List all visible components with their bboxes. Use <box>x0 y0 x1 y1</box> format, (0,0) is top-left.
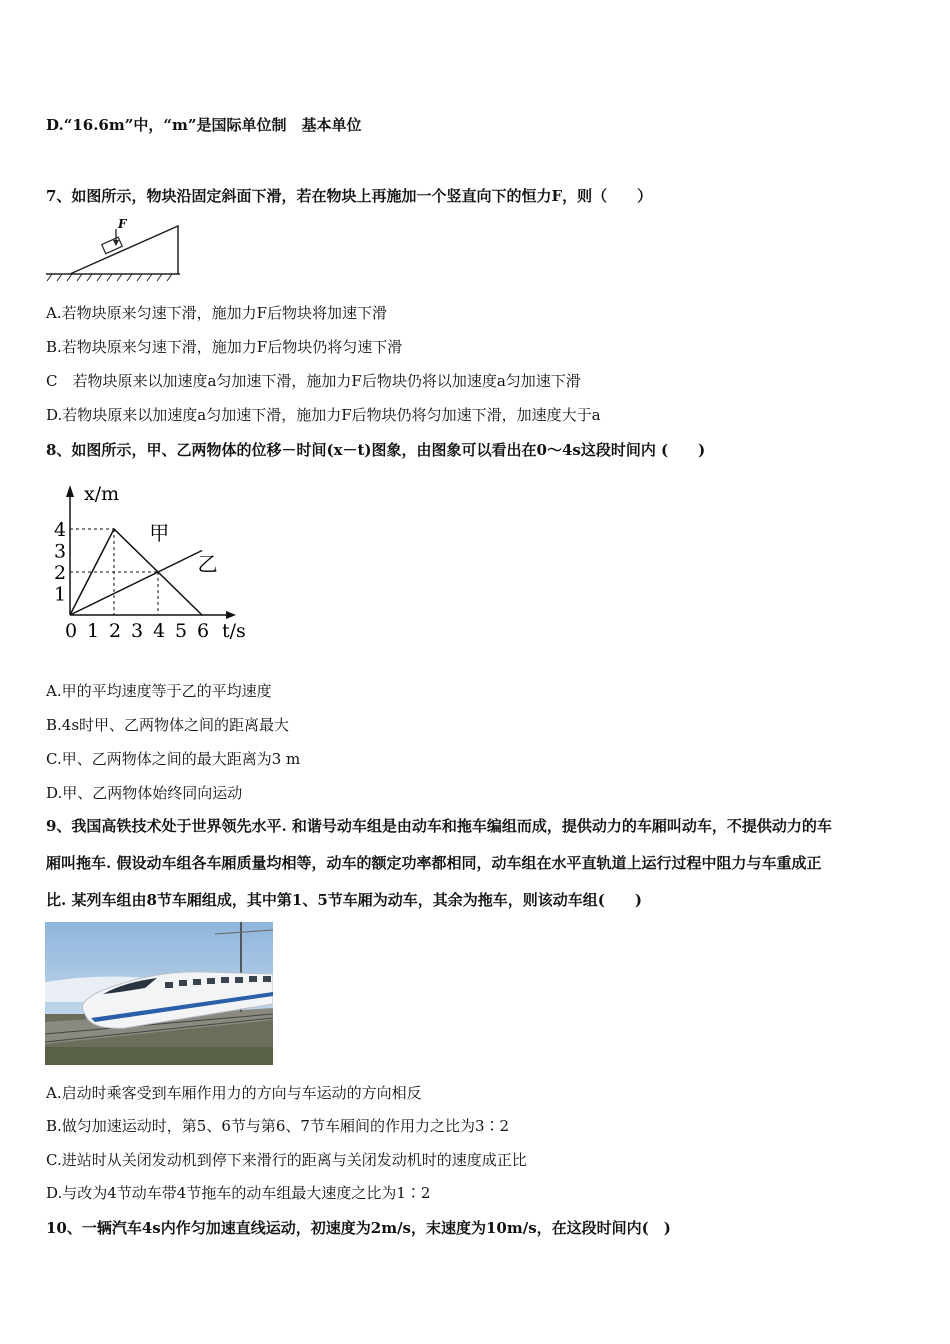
series-line-1 <box>70 551 202 616</box>
series-label-1: 乙 <box>197 551 218 576</box>
x-axis-arrow-icon <box>226 611 236 619</box>
x-tick-label-2: 2 <box>109 620 122 642</box>
q7-option-c: C 若物块原来以加速度a匀加速下滑，施加力F后物块仍将以加速度a匀加速下滑 <box>46 372 581 390</box>
y-axis-label: x/m <box>84 483 120 505</box>
q8-xt-chart <box>46 475 256 650</box>
q8-stem: 8、如图所示，甲、乙两物体的位移－时间(x－t)图象，由图象可以看出在0～4s这段时间内 ( ) <box>46 441 706 459</box>
q9-option-c: C.进站时从关闭发动机到停下来滑行的距离与关闭发动机时的速度成正比 <box>46 1151 527 1169</box>
q8-option-b: B.4s时甲、乙两物体之间的距离最大 <box>46 716 290 734</box>
x-tick-label-0: 0 <box>65 620 78 642</box>
q9-option-d: D.与改为4节动车带4节拖车的动车组最大速度之比为1∶2 <box>46 1184 431 1202</box>
q7-option-a: A.若物块原来匀速下滑，施加力F后物块将加速下滑 <box>46 304 388 322</box>
q8-option-a: A.甲的平均速度等于乙的平均速度 <box>46 682 272 700</box>
x-tick-label-3: 3 <box>131 620 144 642</box>
q7-incline-figure <box>46 215 186 285</box>
q9-stem-line-2: 厢叫拖车. 假设动车组各车厢质量均相等，动车的额定功率都相同，动车组在水平直轨道上运行过程中阻力与车重成正 <box>46 854 822 872</box>
y-axis-arrow-icon <box>66 485 74 497</box>
x-axis-label: t/s <box>222 620 246 642</box>
y-tick-label-2: 2 <box>54 562 67 584</box>
q9-option-b: B.做匀加速运动时，第5、6节与第6、7节车厢间的作用力之比为3∶2 <box>46 1117 510 1135</box>
q7-option-d: D.若物块原来以加速度a匀加速下滑，施加力F后物块仍将匀加速下滑，加速度大于a <box>46 406 601 424</box>
y-tick-label-3: 3 <box>54 540 67 563</box>
q8-option-c: C.甲、乙两物体之间的最大距离为3 m <box>46 750 301 768</box>
x-tick-label-4: 4 <box>153 620 166 642</box>
q9-stem-line-1: 9、我国高铁技术处于世界领先水平. 和谐号动车组是由动车和拖车编组而成，提供动力的车厢叫动车，不提供动力的车 <box>46 817 832 835</box>
incline-slope <box>70 226 178 274</box>
block-icon <box>102 237 123 253</box>
x-tick-label-5: 5 <box>175 620 188 642</box>
y-tick-label-4: 4 <box>54 519 67 541</box>
q9-train-photo <box>45 922 273 1065</box>
x-tick-label-1: 1 <box>87 620 100 642</box>
q6-option-d: D.“16.6m”中，“m”是国际单位制 基本单位 <box>46 116 362 134</box>
series-label-0: 甲 <box>149 520 170 545</box>
q10-stem: 10、一辆汽车4s内作匀加速直线运动，初速度为2m/s，末速度为10m/s，在这段时间内( ) <box>46 1219 671 1237</box>
x-tick-label-6: 6 <box>197 620 210 642</box>
q8-option-d: D.甲、乙两物体始终同向运动 <box>46 784 243 802</box>
q7-option-b: B.若物块原来匀速下滑，施加力F后物块仍将匀速下滑 <box>46 338 403 356</box>
q9-stem-line-3: 比. 某列车组由8节车厢组成，其中第1、5节车厢为动车，其余为拖车，则该动车组( ) <box>46 891 642 909</box>
force-label: F <box>118 217 127 231</box>
q7-stem: 7、如图所示，物块沿固定斜面下滑，若在物块上再施加一个竖直向下的恒力F，则（ ） <box>46 187 653 205</box>
y-tick-label-1: 1 <box>54 583 67 606</box>
q9-option-a: A.启动时乘客受到车厢作用力的方向与车运动的方向相反 <box>46 1084 422 1102</box>
